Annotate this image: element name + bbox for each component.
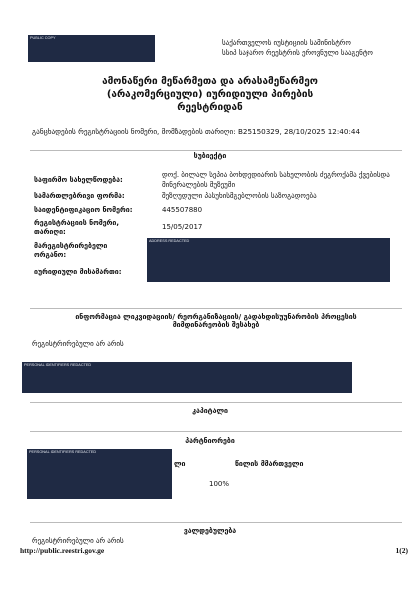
title-line-1: ამონაწერი მეწარმეთა და არასამეწარმეო [102,76,318,87]
address-redaction-label: ADDRESS REDACTED [149,239,190,243]
address-redaction [147,238,390,282]
partner-redaction [27,449,172,499]
id-number-value: 445507880 [162,206,203,214]
liquidation-status: რეგისტრირებული არ არის [32,340,124,348]
subject-heading: სუბიექტი [193,152,227,160]
agency-line-1: საქართველოს იუსტიციის სამინისტრო [222,39,351,47]
public-copy-label: PUBLIC COPY [30,36,56,40]
registration-value: 15/05/2017 [162,223,203,231]
title-line-3: რეესტრიდან [177,102,243,113]
company-name-label: საფირმო სახელწოდება: [34,176,123,184]
divider [30,308,402,309]
company-name-value: დოქ. ბილალ სეპია ბოხდედიარის სახელობის ძეგროქამა ქვებისდა მინერალების მუზეუმი [162,171,390,189]
agency-line-2: სსიპ საჯარო რეესტრის ეროვნული სააგენტო [222,48,373,57]
liquidation-heading [30,313,402,329]
divider [30,431,402,432]
liquidation-heading-line-1: ინფორმაცია ლიკვიდაციის/ რეორგანიზაციის/ გადახდისუუნარობის პროცესის [75,313,357,321]
partner-column-name: ლი [174,460,186,468]
personal-redaction-label-2: PERSONAL IDENTIFIERS REDACTED [29,450,97,454]
title-line-2: (არაკომერციული) იურიდიული პირების [106,89,314,100]
personal-redaction-label-1: PERSONAL IDENTIFIERS REDACTED [24,363,92,367]
share-column-header: წილის მმართველი [235,460,304,468]
legal-form-value: შეზღუდული პასუხისმგებლობის საზოგადოება [162,192,317,200]
partner-share: 100% [209,480,230,488]
public-copy-redaction [28,35,155,62]
obligations-heading: ვალდებულება [183,527,237,535]
liquidation-heading-line-2: მიმდინარეობის შესახებ [172,321,260,329]
legal-form-label: სამართლებრივი ფორმა: [34,192,125,200]
page-number: 1(2) [395,546,408,555]
registration-label: რეგისტრაციის ნომერი, თარიღი: [34,219,120,236]
application-meta: განცხადების რეგისტრაციის ნომერი, მომზადების თარიღი: B25150329, 28/10/2025 12:40:44 [32,127,361,136]
legal-address-label: იურიდიული მისამართი: [34,268,122,276]
divider [30,522,402,523]
divider [30,402,402,403]
partners-heading: პარტნიორები [185,437,235,445]
divider [30,150,402,151]
obligations-status: რეგისტრირებული არ არის [32,537,124,545]
registering-authority-label: მარეგისტრირებელი ორგანო: [34,242,108,259]
footer-url[interactable]: http://public.reestri.gov.ge [20,546,105,555]
document-title [40,75,380,114]
id-number-label: საიდენტიფიკაციო ნომერი: [34,206,133,214]
agency-header [222,39,392,58]
personal-identifiers-redaction [22,362,352,393]
capital-heading: კაპიტალი [192,407,228,415]
